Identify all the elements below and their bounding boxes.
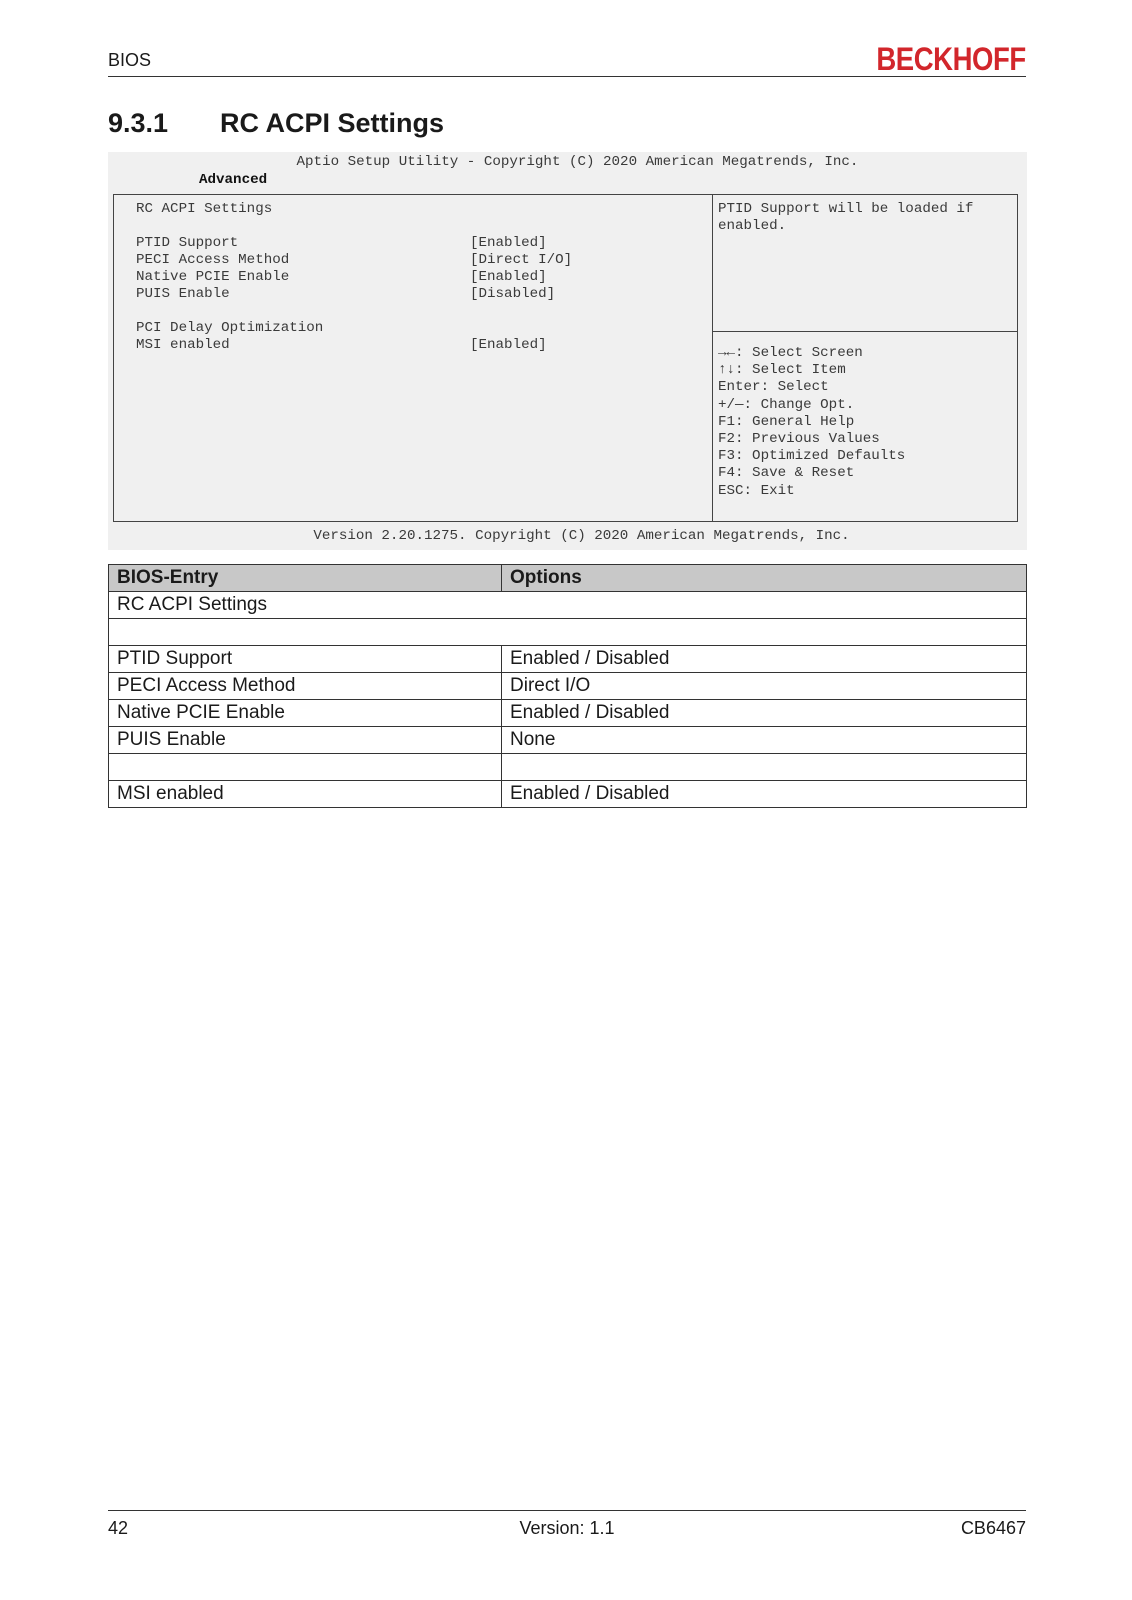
key-general-help: F1: General Help — [718, 413, 855, 430]
table-cell-entry: PECI Access Method — [109, 673, 502, 700]
table-cell-entry: PUIS Enable — [109, 727, 502, 754]
bios-value-peci-access-method[interactable]: [Direct I/O] — [470, 252, 573, 268]
bios-help-separator — [712, 331, 1017, 332]
bios-value-msi-enabled[interactable]: [Enabled] — [470, 337, 547, 353]
key-save-reset: F4: Save & Reset — [718, 465, 855, 482]
bios-item-peci-access-method[interactable]: PECI Access Method — [136, 252, 290, 268]
bios-frame — [113, 194, 1018, 522]
document-version: Version: 1.1 — [519, 1518, 615, 1538]
bios-key-legend — [718, 345, 905, 500]
table-cell-options — [502, 754, 1027, 781]
section-number: 9.3.1 — [108, 108, 169, 138]
section-title: RC ACPI Settings — [220, 108, 445, 138]
table-header-bios-entry: BIOS-Entry — [109, 565, 502, 592]
bios-options-table — [108, 564, 1027, 808]
table-row — [109, 673, 1027, 700]
table-row — [109, 781, 1027, 808]
table-cell-entry: PTID Support — [109, 646, 502, 673]
beckhoff-logo: BECKHOFF — [876, 41, 1026, 77]
table-spacer-row — [109, 619, 1027, 646]
table-header-options: Options — [502, 565, 1027, 592]
bios-item-native-pcie-enable[interactable]: Native PCIE Enable — [136, 269, 290, 285]
bios-help-text: PTID Support will be loaded if enabled. — [718, 201, 974, 234]
table-row — [109, 700, 1027, 727]
bios-version-footer: Version 2.20.1275. Copyright (C) 2020 American Megatrends, Inc. — [313, 528, 850, 544]
table-cell-entry: Native PCIE Enable — [109, 700, 502, 727]
key-change-opt: +/—: Change Opt. — [718, 396, 855, 413]
table-section-row — [109, 592, 1027, 619]
table-header-row — [109, 565, 1027, 592]
bios-tab-advanced[interactable]: Advanced — [199, 172, 268, 188]
table-row — [109, 646, 1027, 673]
key-previous-values: F2: Previous Values — [718, 431, 880, 448]
bios-divider — [712, 195, 713, 521]
bios-item-msi-enabled[interactable]: MSI enabled — [136, 337, 230, 353]
table-cell-entry — [109, 754, 502, 781]
bios-item-rc-acpi-settings: RC ACPI Settings — [136, 201, 273, 217]
page-footer — [108, 1510, 1026, 1538]
table-spacer-cell — [109, 619, 1027, 646]
bios-value-native-pcie-enable[interactable]: [Enabled] — [470, 269, 547, 285]
key-select-screen: →←: Select Screen — [718, 345, 863, 361]
page-number: 42 — [108, 1518, 129, 1538]
bios-screenshot — [108, 152, 1027, 550]
header-section-title: BIOS — [108, 50, 152, 70]
bios-item-ptid-support[interactable]: PTID Support — [136, 235, 239, 251]
bios-value-ptid-support[interactable]: [Enabled] — [470, 235, 547, 251]
table-cell-options: Enabled / Disabled — [502, 781, 1027, 808]
key-optimized-defaults: F3: Optimized Defaults — [718, 448, 906, 465]
table-cell-options: Enabled / Disabled — [502, 700, 1027, 727]
key-select-item: ↑↓: Select Item — [718, 362, 846, 379]
document-id: CB6467 — [960, 1518, 1026, 1538]
bios-item-puis-enable[interactable]: PUIS Enable — [136, 286, 230, 302]
table-row — [109, 727, 1027, 754]
bios-title: Aptio Setup Utility - Copyright (C) 2020 American Megatrends, Inc. — [296, 154, 859, 170]
table-cell-options: None — [502, 727, 1027, 754]
bios-value-puis-enable[interactable]: [Disabled] — [470, 286, 556, 302]
section-heading — [108, 108, 444, 139]
key-enter-select: Enter: Select — [718, 379, 829, 396]
key-esc-exit: ESC: Exit — [718, 482, 795, 499]
table-section-cell: RC ACPI Settings — [109, 592, 1027, 619]
bios-item-pci-delay-optimization: PCI Delay Optimization — [136, 320, 324, 336]
table-cell-options: Direct I/O — [502, 673, 1027, 700]
table-row — [109, 754, 1027, 781]
table-cell-entry: MSI enabled — [109, 781, 502, 808]
page-header — [108, 41, 1026, 77]
table-cell-options: Enabled / Disabled — [502, 646, 1027, 673]
